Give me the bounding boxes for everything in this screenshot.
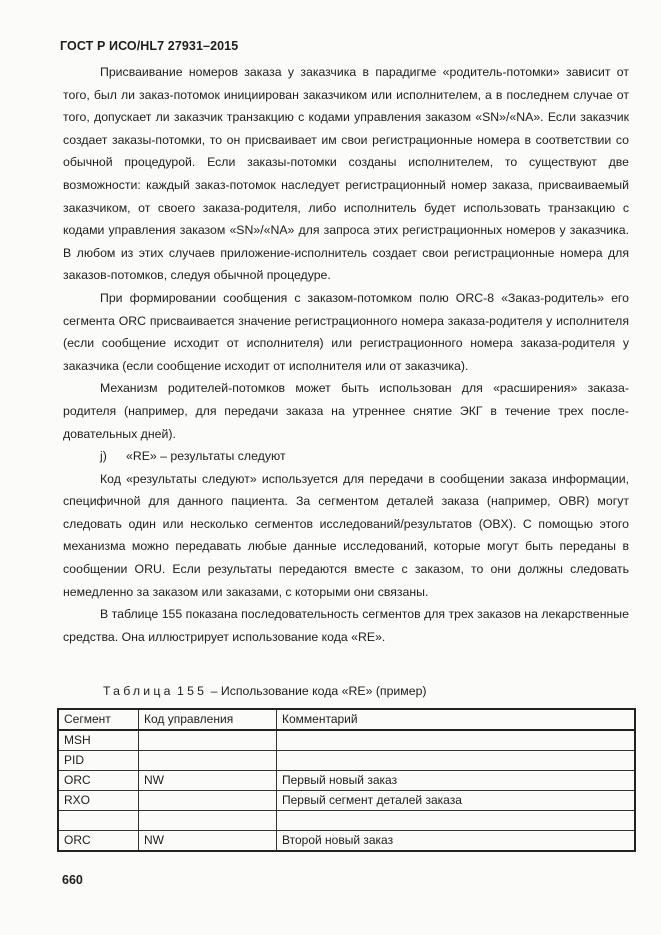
table-header-row	[58, 709, 635, 730]
table-cell-segment: RXO	[58, 791, 139, 811]
paragraph-parent-child-numbering: Присваивание номеров заказа у заказчика в парадигме «родитель-потомки» зависит от того, был ли заказ-потомок инициирован заказчиком или исполнителем, а в последнем случае от того, допускает ли заказчик транзакцию с кодами управления заказом «SN»/«NA». Если заказчик создает заказы-потомки, то он присваивает им свои регистрационные номера в соответствии со обычной процедурой. Если заказы-потомки созданы исполнителем, то существуют две возможности: каждый заказ-потомок наследует регистрационный номер заказа, присваиваемый заказчиком, от своего заказа-родителя, либо исполнитель будет использовать транзакцию с кодами управления заказом «SN»/«NA» для запроса этих регистрационных номеров у заказчика. В любом из этих случаев приложение-исполнитель создает свои регистрационные номера для заказов-потомков, следуя обычной процедуре.	[63, 65, 629, 283]
table-row	[58, 831, 635, 852]
table-cell-segment: ORC	[58, 831, 139, 852]
table-cell-control-code: NW	[139, 771, 277, 791]
table-cell-control-code: NW	[139, 831, 277, 852]
table-row	[58, 791, 635, 811]
column-header-segment: Сегмент	[58, 709, 139, 730]
table-caption-word: Таблица	[103, 684, 174, 698]
table-cell-segment: PID	[58, 751, 139, 771]
column-header-comment: Комментарий	[277, 709, 636, 730]
table-row	[58, 811, 635, 831]
body-text	[63, 61, 629, 648]
table-cell-control-code	[139, 730, 277, 751]
table-cell-comment: Второй новый заказ	[277, 831, 636, 852]
table-cell-comment	[277, 811, 636, 831]
list-item-marker: j)	[100, 449, 107, 464]
page-number: 660	[62, 873, 83, 887]
table-row	[58, 751, 635, 771]
table-caption-dash: –	[210, 684, 218, 698]
list-item-re	[63, 445, 629, 468]
table-caption-title: Использование кода «RE» (пример)	[220, 684, 427, 698]
table-cell-segment	[58, 811, 139, 831]
table-cell-comment	[277, 751, 636, 771]
table-cell-segment: ORC	[58, 771, 139, 791]
paragraph-results-follow: Код «результаты следуют» используется для передачи в сообщении заказа информации, специфичной для данного пациента. За сегментом деталей заказа (например, OBR) могут следовать один или несколько сегментов исследований/результатов (OBX). С помощью этого механизма можно передавать любые данные исследований, которые могут быть переданы в сообщении ORU. Если результаты передаются вместе с заказом, то они должны следовать немедленно за заказом или заказами, с которыми они связаны.	[63, 471, 629, 599]
table-cell-segment: MSH	[58, 730, 139, 751]
table-cell-comment	[277, 730, 636, 751]
paragraph-orc8-field: При формировании сообщения с заказом-потомком полю ORC-8 «Заказ-родитель» его сегмента ORC присваивается значение регистрационного номера заказа-родителя у исполнителя (если сообщение исходит от исполнителя) или регистрационного номера заказа-родителя у заказчика (если сообщение исходит от исполнителя или от заказчика).	[63, 290, 629, 373]
table-cell-comment: Первый новый заказ	[277, 771, 636, 791]
table-caption	[103, 684, 427, 698]
paragraph-table-reference: В таблице 155 показана последовательность сегментов для трех заказов на лекарственные средства. Она иллюстрирует использование кода «RE».	[63, 607, 629, 644]
document-header: ГОСТ Р ИСО/HL7 27931–2015	[60, 39, 239, 53]
table-cell-control-code	[139, 811, 277, 831]
list-item-text: «RE» – результаты следуют	[126, 449, 286, 464]
table-cell-comment: Первый сегмент деталей заказа	[277, 791, 636, 811]
table-caption-number: 155	[177, 684, 208, 698]
column-header-control-code: Код управления	[139, 709, 277, 730]
table-cell-control-code	[139, 791, 277, 811]
table-row	[58, 730, 635, 751]
table-row	[58, 771, 635, 791]
paragraph-mechanism-extension: Механизм родителей-потомков может быть использован для «расширения» заказа-родителя (например, для передачи заказа на утреннее снятие ЭКГ в течение трех последовательных дней).	[63, 381, 629, 441]
segment-table	[57, 708, 636, 852]
table-cell-control-code	[139, 751, 277, 771]
